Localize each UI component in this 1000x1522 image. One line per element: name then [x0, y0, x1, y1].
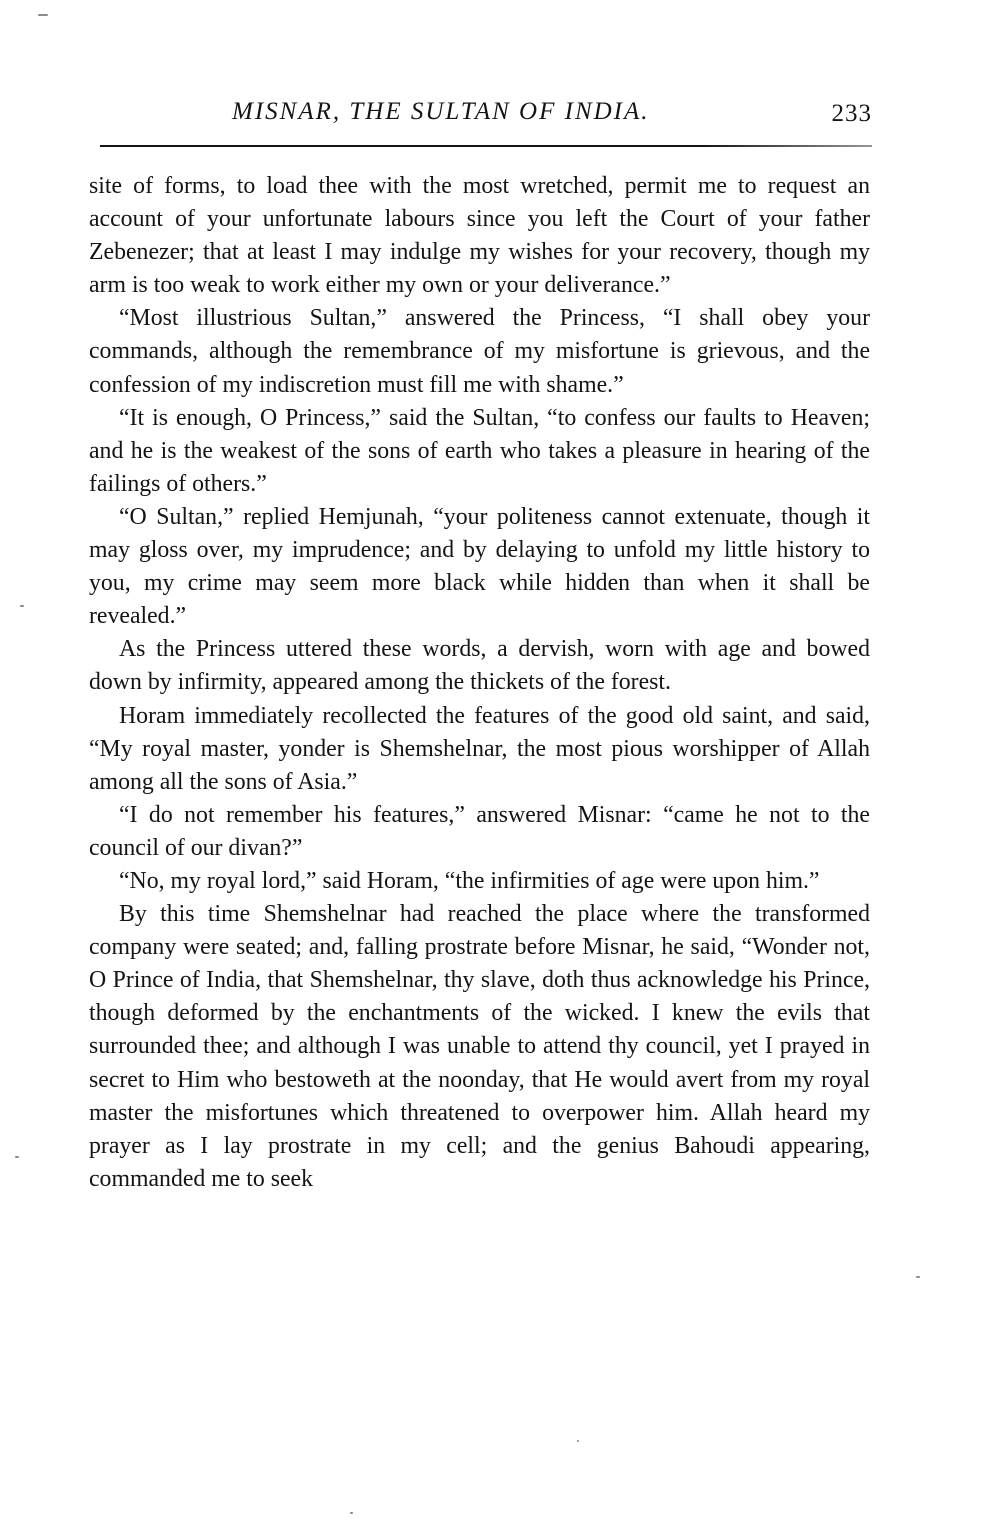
- paragraph-continuation: site of forms, to load thee with the most wretched, permit me to request an account of your unfortunate labours since you left the Court of your father Zebenezer; that at least I may indulge my wishes for your recovery, though my arm is too weak to work either my own or your deliverance.”: [89, 173, 870, 299]
- scan-speck: [15, 1156, 19, 1158]
- paragraph: “Most illustrious Sultan,” answered the Princess, “I shall obey your commands, although the remembrance of my misfortune is grievous, and the confession of my indiscretion must fill me with shame.”: [89, 305, 870, 398]
- body-text: [89, 170, 870, 1196]
- paragraph: “No, my royal lord,” said Horam, “the infirmities of age were upon him.”: [119, 867, 820, 894]
- scan-speck: [916, 1276, 920, 1278]
- scan-speck: [20, 605, 24, 607]
- scan-speck: [38, 14, 48, 16]
- paragraph: Horam immediately recollected the features of the good old saint, and said, “My royal master, yonder is Shemshelnar, the most pious worshipper of Allah among all the sons of Asia.”: [89, 702, 870, 795]
- paragraph: As the Princess uttered these words, a dervish, worn with age and bowed down by infirmity, appeared among the thickets of the forest.: [89, 636, 870, 696]
- paragraph: “I do not remember his features,” answered Misnar: “came he not to the council of our divan?”: [89, 801, 870, 861]
- paragraph: “It is enough, O Princess,” said the Sultan, “to confess our faults to Heaven; and he is the weakest of the sons of earth who takes a pleasure in hearing of the failings of others.”: [89, 404, 870, 497]
- header-rule: [100, 145, 872, 147]
- running-head: [100, 98, 872, 138]
- paragraph: “O Sultan,” replied Hemjunah, “your politeness cannot extenuate, though it may gloss over, my imprudence; and by delaying to unfold my little history to you, my crime may seem more black while hidden than when it shall be revealed.”: [89, 503, 870, 630]
- page-number: 233: [831, 100, 872, 127]
- scan-speck: [577, 1440, 579, 1442]
- running-title: MISNAR, THE SULTAN OF INDIA.: [232, 98, 650, 125]
- paragraph: By this time Shemshelnar had reached the place where the transformed company were seated; and, falling prostrate before Misnar, he said, “Wonder not, O Prince of India, that Shemshelnar, thy slave, doth thus acknowledge his Prince, though deformed by the enchantments of the wicked. I knew the evils that surrounded thee; and although I was unable to attend thy council, yet I prayed in secret to Him who bestoweth at the noonday, that He would avert from my royal master the misfortunes which threatened to overpower him. Allah heard my prayer as I lay prostrate in my cell; and the genius Bahoudi appearing, commanded me to seek: [89, 901, 870, 1192]
- scan-speck: [350, 1512, 353, 1514]
